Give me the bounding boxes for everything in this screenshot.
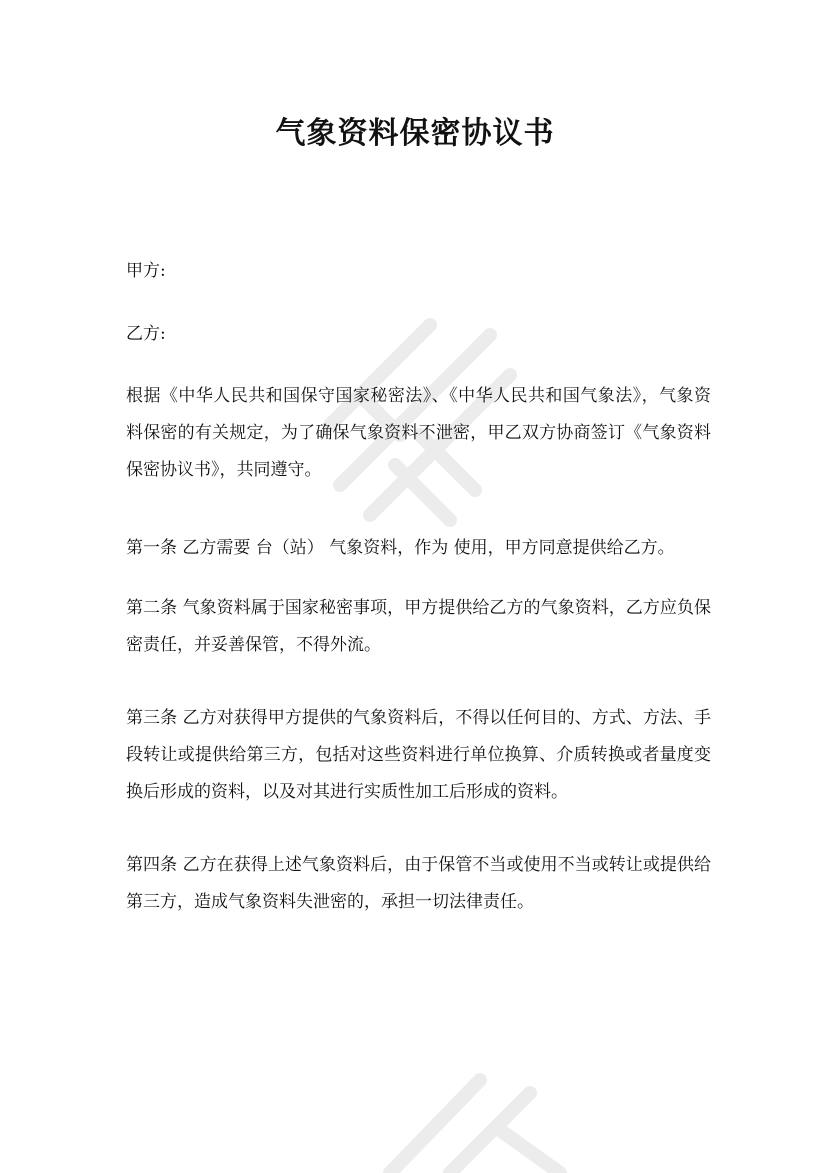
page-title: 气象资料保密协议书 bbox=[275, 116, 555, 151]
article-2: 第二条 气象资料属于国家秘密事项，甲方提供给乙方的气象资料，乙方应负保密责任，并妥善保管，不得外流。 bbox=[126, 598, 711, 655]
watermark-logo-bottom bbox=[360, 1060, 580, 1173]
article-3: 第三条 乙方对获得甲方提供的气象资料后，不得以任何目的、方式、方法、手段转让或提供给第三方，包括对这些资料进行单位换算、介质转换或者量度变换后形成的资料，以及对其进行实质性加工后形成的资料。 bbox=[126, 708, 711, 802]
party-a-label: 甲方: bbox=[126, 261, 166, 281]
party-b-label: 乙方: bbox=[126, 324, 166, 344]
intro-paragraph: 根据《中华人民共和国保守国家秘密法》、《中华人民共和国气象法》，气象资料保密的有关规定，为了确保气象资料不泄密，甲乙双方协商签订《气象资料保密协议书》，共同遵守。 bbox=[126, 386, 711, 480]
article-1: 第一条 乙方需要 台（站） 气象资料，作为 使用，甲方同意提供给乙方。 bbox=[126, 538, 675, 558]
article-4: 第四条 乙方在获得上述气象资料后，由于保管不当或使用不当或转让或提供给第三方，造成气象资料失泄密的，承担一切法律责任。 bbox=[126, 855, 711, 912]
